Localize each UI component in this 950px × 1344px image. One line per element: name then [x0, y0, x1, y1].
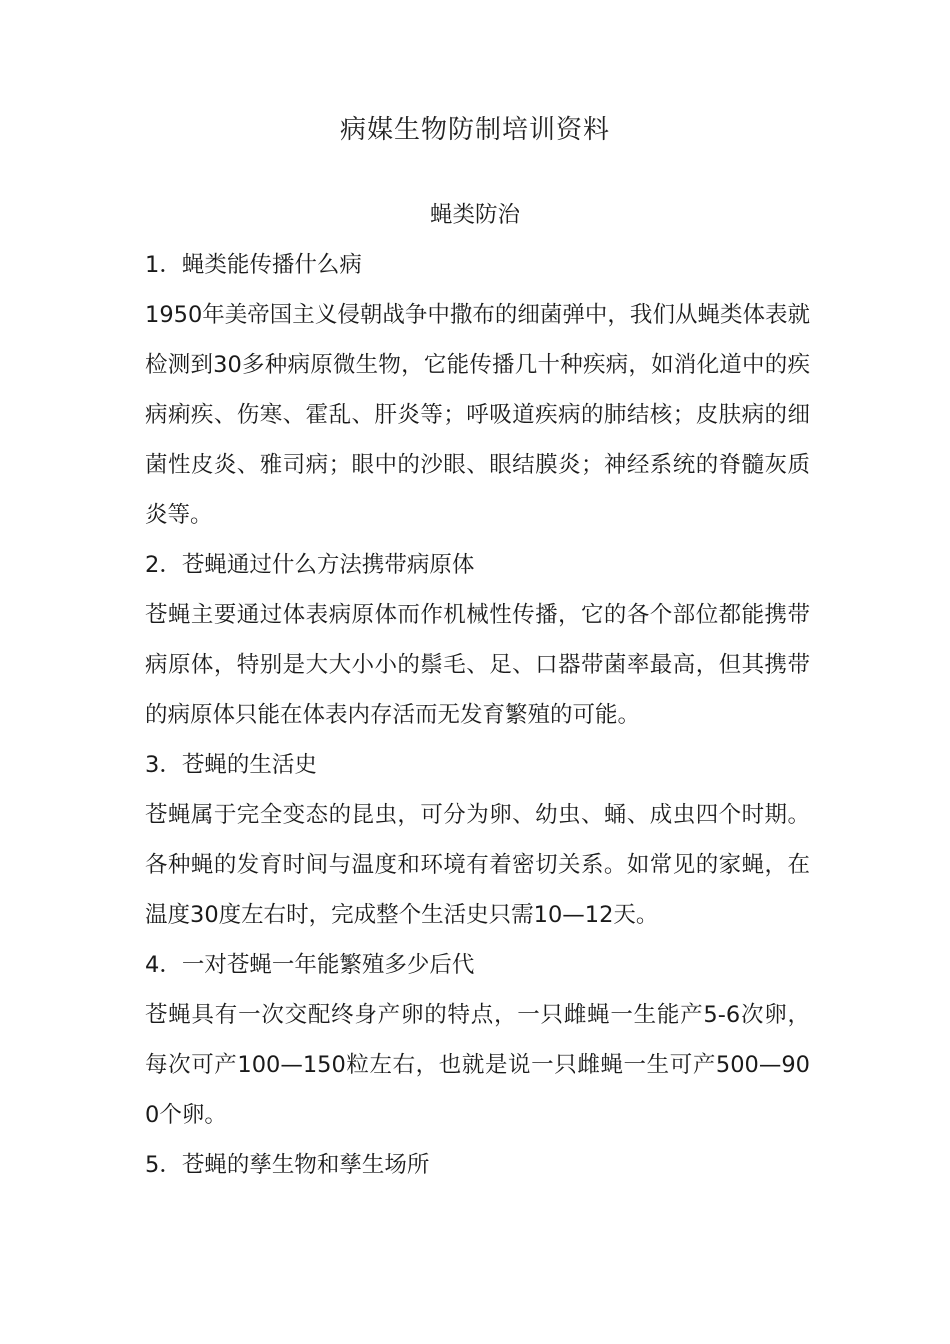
document-content [145, 190, 810, 1190]
answer-paragraph-2: 苍蝇主要通过体表病原体而作机械性传播，它的各个部位都能携带病原体，特别是大大小小的鬃毛、足、口器带菌率最高，但其携带的病原体只能在体表内存活而无发育繁殖的可能。 [145, 602, 810, 728]
question-heading-3: 3．苍蝇的生活史 [145, 752, 317, 778]
question-heading-2: 2．苍蝇通过什么方法携带病原体 [145, 552, 475, 578]
document-title: 病媒生物防制培训资料 [339, 115, 610, 145]
answer-paragraph-4: 苍蝇具有一次交配终身产卵的特点，一只雌蝇一生能产5-6次卵，每次可产100—150粒左右，也就是说一只雌蝇一生可产500—900个卵。 [145, 1002, 810, 1128]
question-heading-4: 4．一对苍蝇一年能繁殖多少后代 [145, 952, 475, 978]
question-heading-1: 1．蝇类能传播什么病 [145, 252, 362, 278]
question-heading-5: 5．苍蝇的孳生物和孳生场所 [145, 1152, 430, 1178]
section-title: 蝇类防治 [429, 202, 520, 228]
answer-paragraph-1: 1950年美帝国主义侵朝战争中撒布的细菌弹中，我们从蝇类体表就检测到30多种病原微生物，它能传播几十种疾病，如消化道中的疾病痢疾、伤寒、霍乱、肝炎等；呼吸道疾病的肺结核；皮肤病的细菌性皮炎、雅司病；眼中的沙眼、眼结膜炎；神经系统的脊髓灰质炎等。 [145, 302, 810, 528]
answer-paragraph-3: 苍蝇属于完全变态的昆虫，可分为卵、幼虫、蛹、成虫四个时期。各种蝇的发育时间与温度和环境有着密切关系。如常见的家蝇，在温度30度左右时，完成整个生活史只需10—12天。 [145, 802, 810, 928]
